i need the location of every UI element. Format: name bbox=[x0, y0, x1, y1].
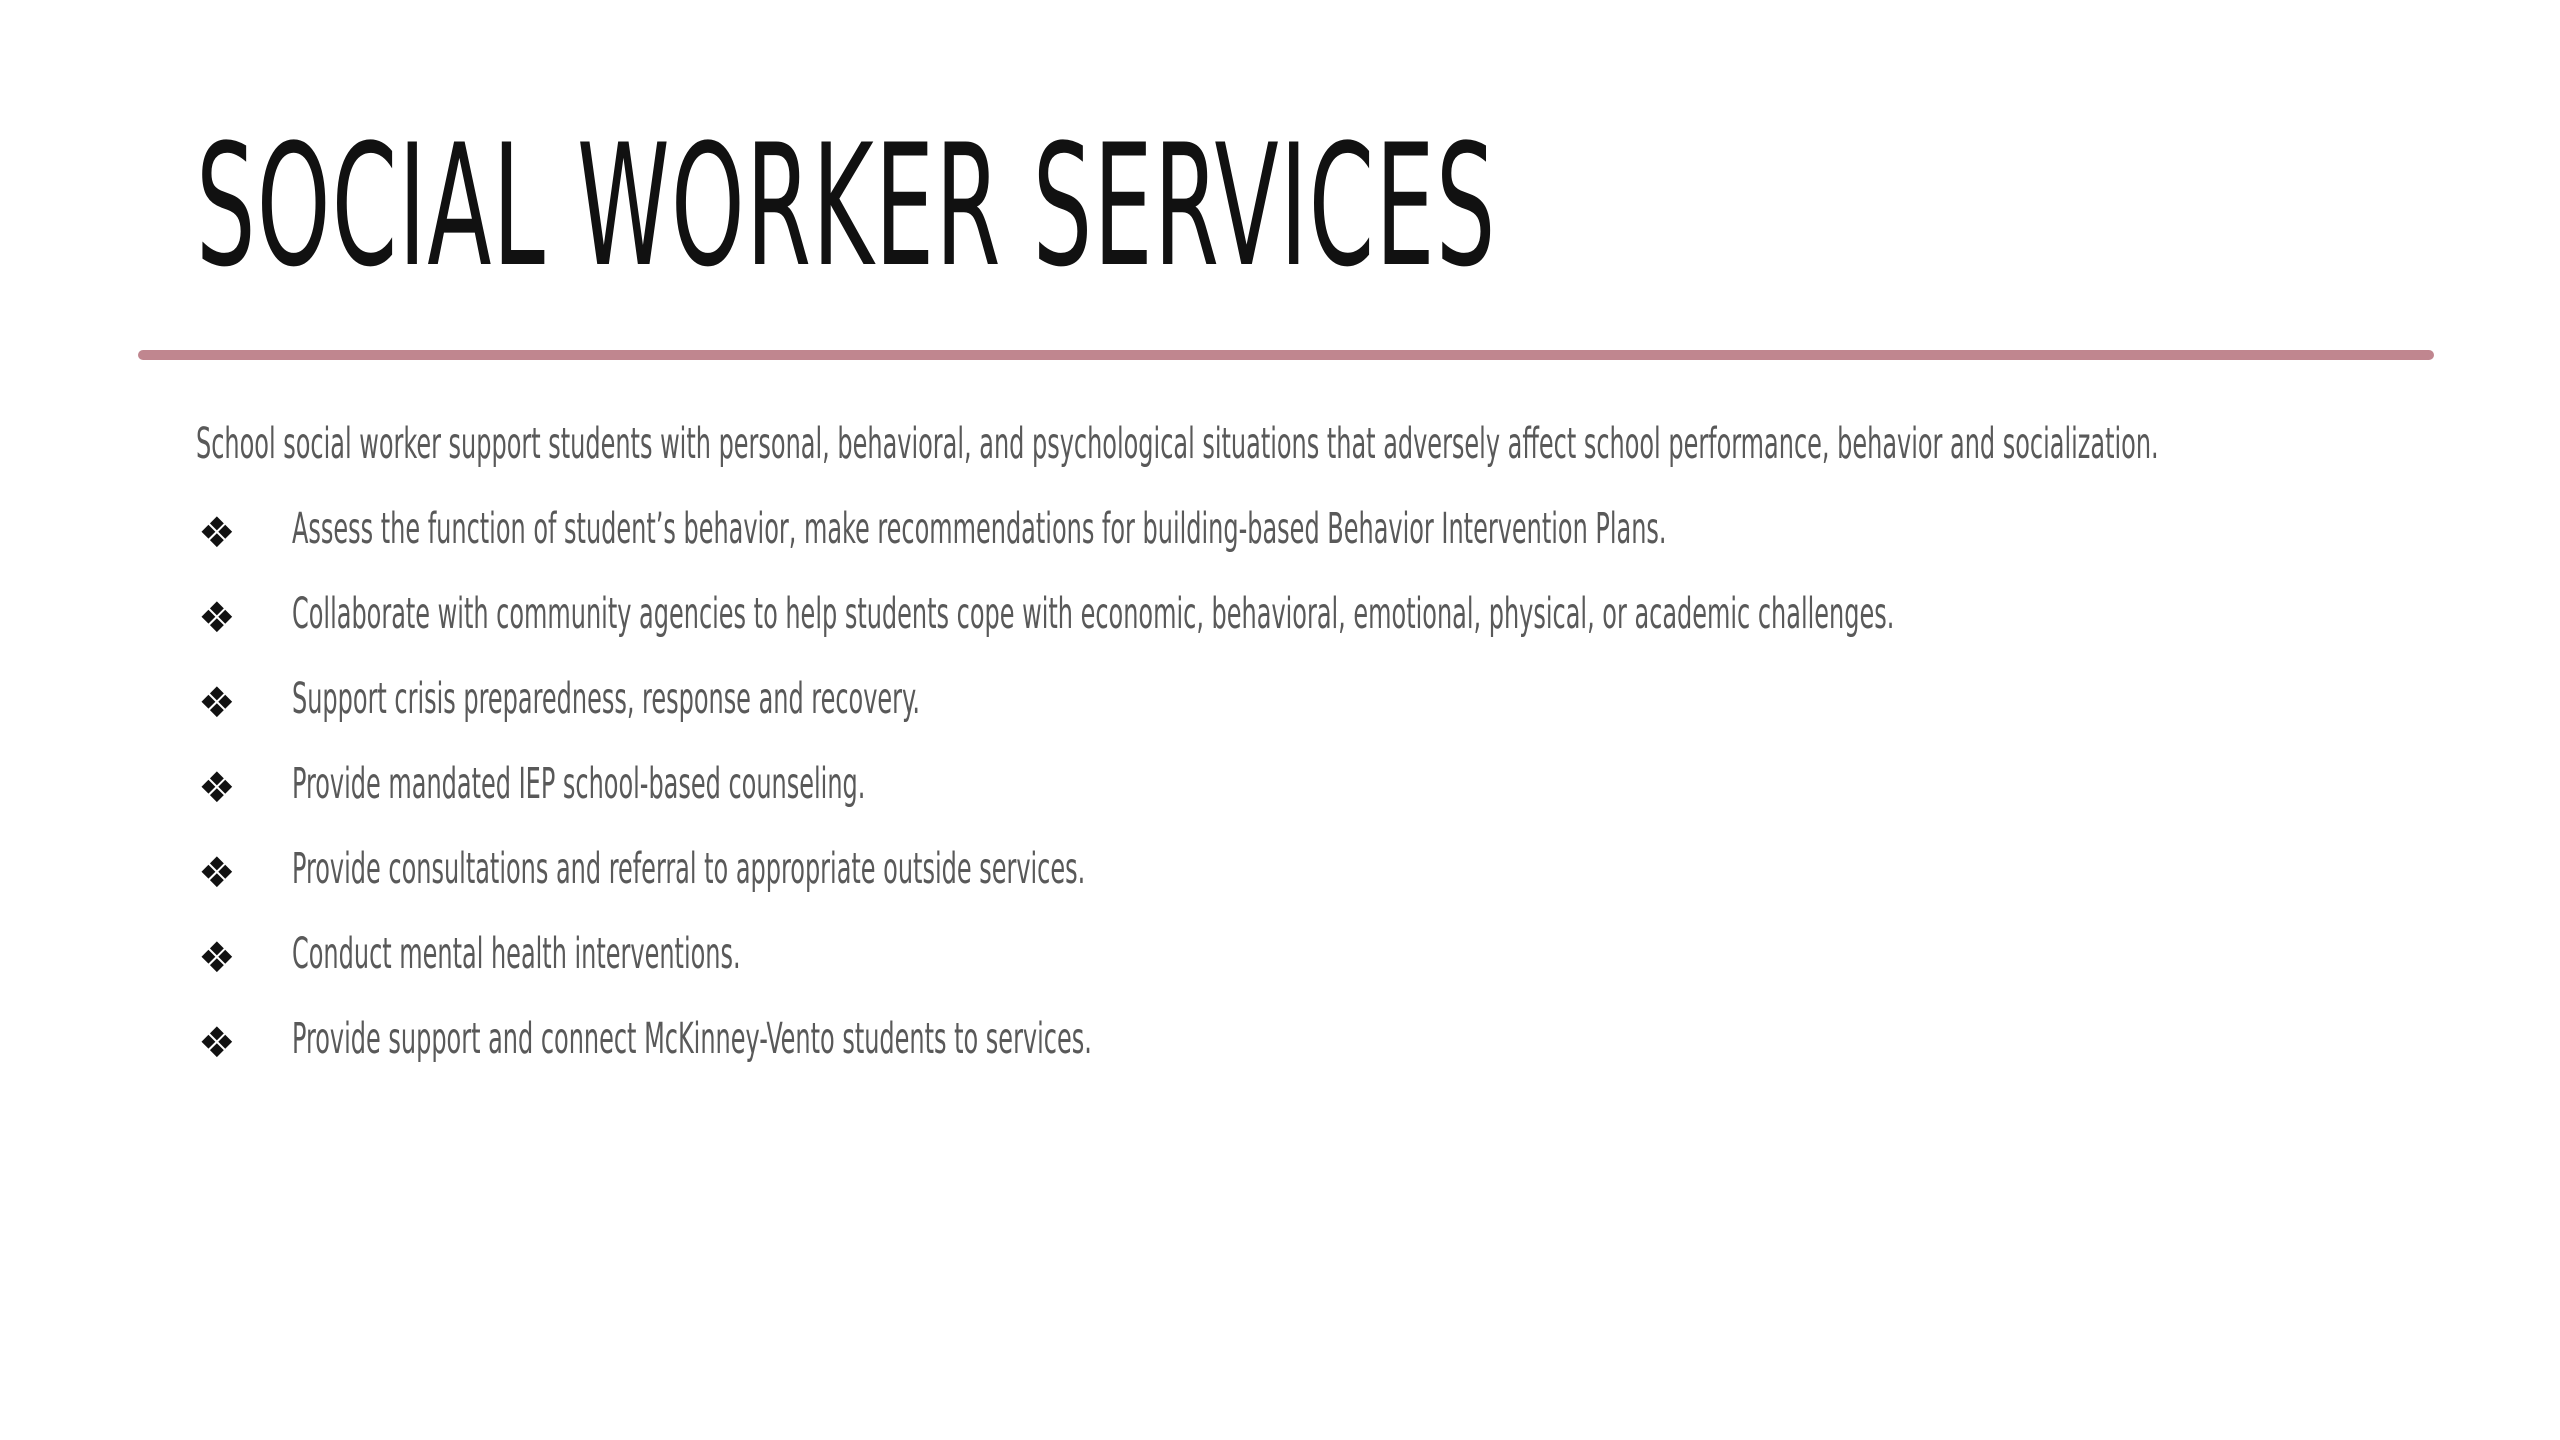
slide-title: SOCIAL WORKER SERVICES bbox=[196, 108, 1497, 304]
list-item-text: Support crisis preparedness, response and recovery. bbox=[292, 674, 921, 724]
four-diamond-ornament-icon: ❖ bbox=[198, 508, 236, 557]
list-item-text: Collaborate with community agencies to help students cope with economic, behavioral, emotional, physical, or academic challenges. bbox=[292, 589, 1895, 639]
list-item bbox=[196, 924, 2396, 1009]
four-diamond-ornament-icon: ❖ bbox=[198, 1018, 236, 1067]
four-diamond-ornament-icon: ❖ bbox=[198, 763, 236, 812]
services-list bbox=[196, 499, 2396, 1094]
list-item-text: Provide mandated IEP school-based counseling. bbox=[292, 759, 866, 809]
four-diamond-ornament-icon: ❖ bbox=[198, 933, 236, 982]
four-diamond-ornament-icon: ❖ bbox=[198, 593, 236, 642]
slide-body bbox=[196, 414, 2396, 1094]
list-item bbox=[196, 1009, 2396, 1094]
title-divider bbox=[138, 350, 2434, 360]
list-item bbox=[196, 584, 2396, 669]
list-item bbox=[196, 499, 2396, 584]
list-item bbox=[196, 839, 2396, 924]
intro-paragraph: School social worker support students with personal, behavioral, and psychological situations that adversely affect school performance, behavior and socialization. bbox=[196, 419, 2159, 469]
list-item-text: Conduct mental health interventions. bbox=[292, 929, 741, 979]
list-item-text: Provide support and connect McKinney-Vento students to services. bbox=[292, 1014, 1092, 1064]
list-item bbox=[196, 754, 2396, 839]
four-diamond-ornament-icon: ❖ bbox=[198, 678, 236, 727]
list-item-text: Assess the function of student’s behavior, make recommendations for building-based Behavior Intervention Plans. bbox=[292, 504, 1667, 554]
list-item bbox=[196, 669, 2396, 754]
list-item-text: Provide consultations and referral to appropriate outside services. bbox=[292, 844, 1086, 894]
four-diamond-ornament-icon: ❖ bbox=[198, 848, 236, 897]
